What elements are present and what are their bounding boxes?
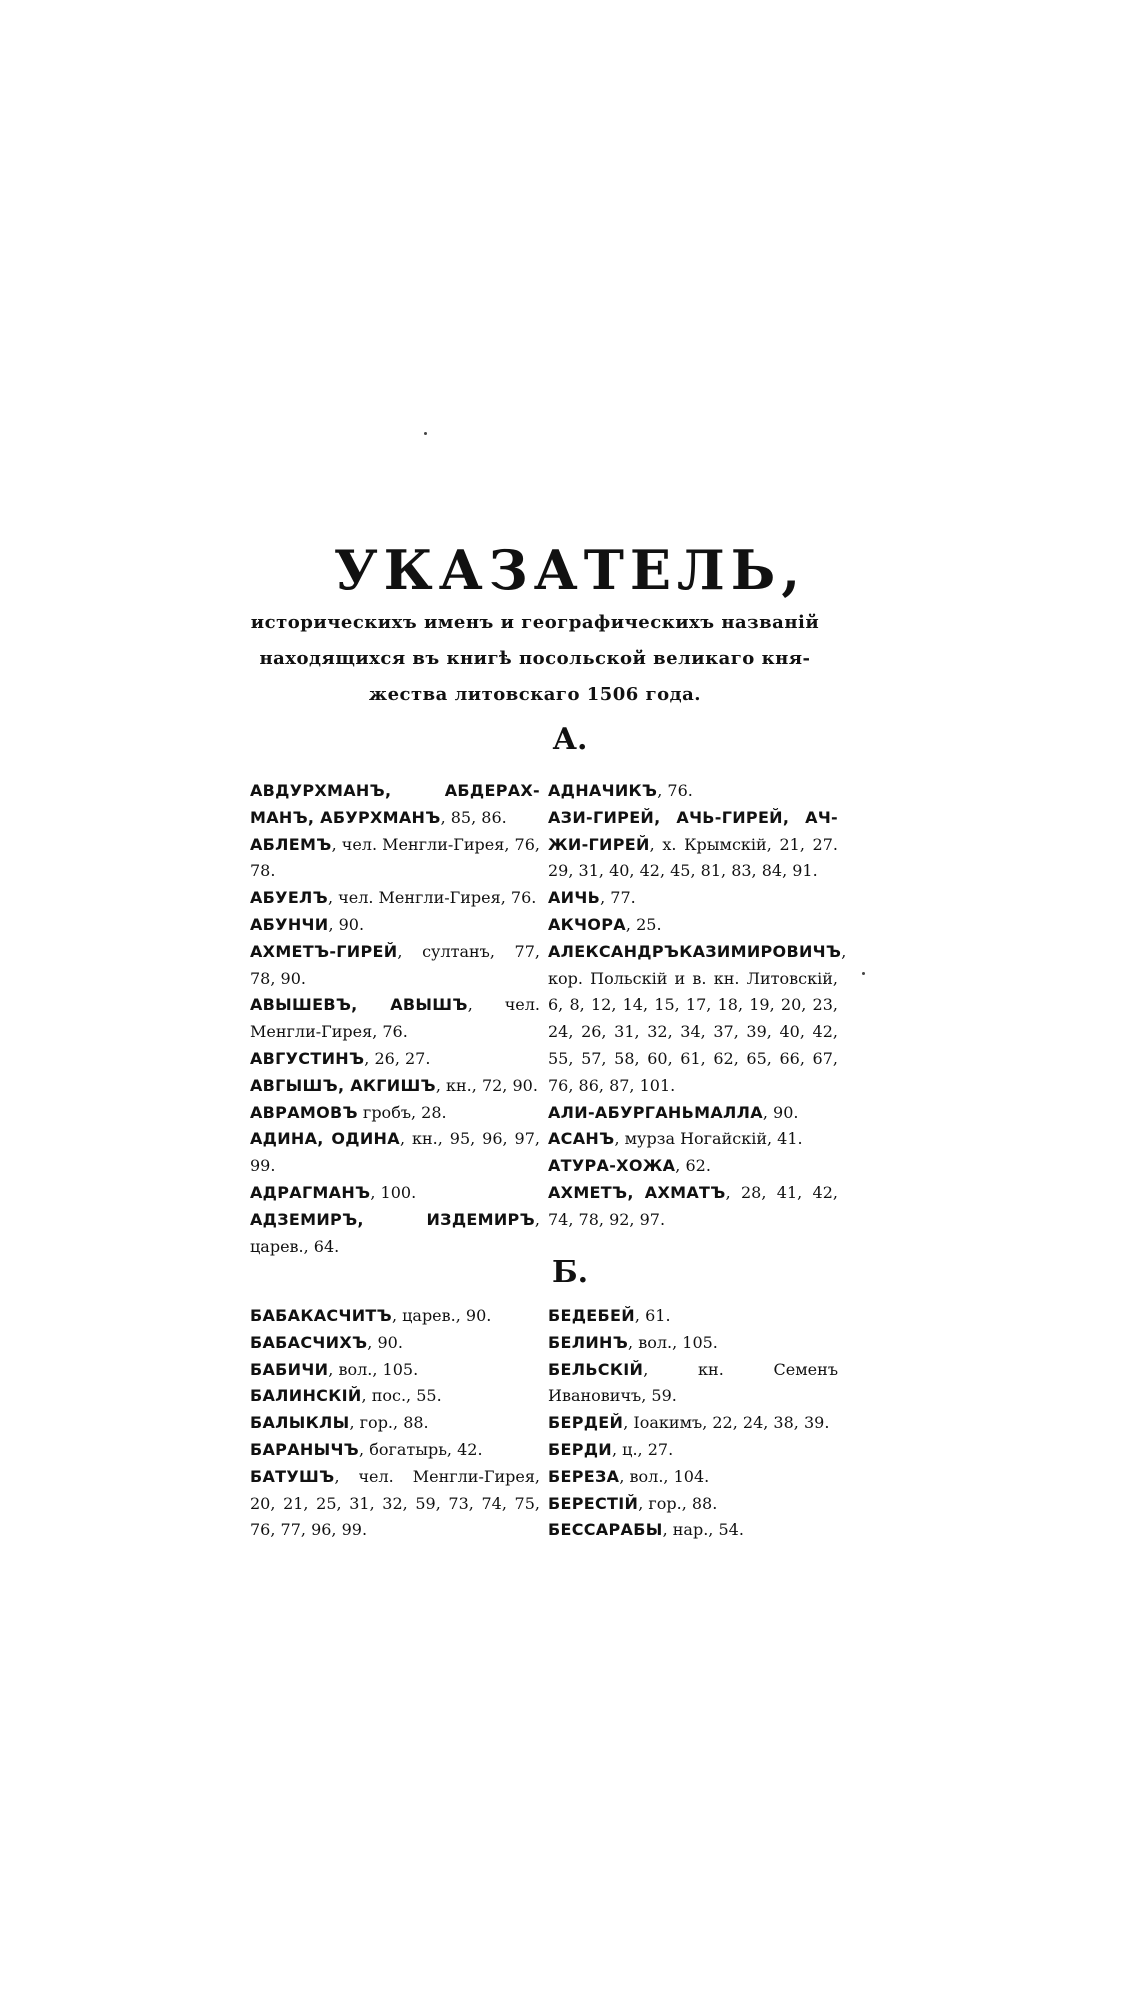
index-entry — [250, 992, 540, 1046]
entry-headword: БЕССАРАБЫ — [548, 1520, 663, 1540]
entry-headword: АВГУСТИНЪ — [250, 1048, 365, 1068]
entry-headword: АДЗЕМИРЪ, ИЗДЕМИРЪ — [250, 1209, 535, 1229]
index-entry — [548, 1491, 838, 1518]
index-column-left-b — [250, 1303, 540, 1544]
index-entry — [250, 1180, 540, 1207]
index-column-left-a — [250, 778, 540, 1260]
entry-details: , 25. — [625, 914, 662, 934]
entry-details: , ц., 27. — [612, 1439, 674, 1459]
entry-details: , кор. Польскій и в. кн. Литовскій, 6, 8, 12, 14, 15, 17, 18, 19, 20, 23, 24, 26, 31, 32, 34, 37, 39, 40, 42, 55, 57, 58, 60, 61, 62, 65, 66, 67, 76, 86, 87, 101. — [548, 941, 847, 1095]
entry-headword: БЕРДЕЙ — [548, 1413, 624, 1433]
index-entry — [548, 939, 847, 1100]
index-entry — [250, 912, 540, 939]
index-entry — [548, 805, 838, 885]
index-entry — [548, 778, 838, 805]
index-entry — [548, 1180, 838, 1234]
entry-headword: АВЫШЕВЪ, АВЫШЪ — [250, 995, 468, 1015]
index-entry — [250, 939, 540, 993]
entry-details: , нар., 54. — [662, 1520, 744, 1540]
index-entry — [548, 1464, 838, 1491]
entry-headword: АДНАЧИКЪ — [548, 781, 658, 800]
entry-details: , вол., 105. — [328, 1359, 419, 1379]
entry-headword: АДИНА, ОДИНА — [250, 1129, 400, 1149]
index-entry — [250, 1464, 540, 1544]
entry-details: , 77. — [600, 888, 636, 908]
entry-details: , 26, 27. — [364, 1048, 431, 1068]
index-entry — [548, 1100, 838, 1127]
entry-headword: БАТУШЪ — [250, 1466, 335, 1486]
index-entry — [548, 1437, 838, 1464]
entry-details: , кн., 72, 90. — [435, 1075, 538, 1095]
index-entry — [250, 1046, 540, 1073]
entry-details: , мурза Ногайскій, 41. — [614, 1129, 803, 1149]
page-speck — [424, 432, 427, 435]
subtitle-line: находящихся въ книгѣ посольской великаго кня- — [259, 648, 811, 669]
entry-details: , гор., 88. — [638, 1493, 718, 1513]
index-entry — [250, 1330, 540, 1357]
index-entry — [548, 1410, 838, 1437]
entry-details: , вол., 104. — [619, 1466, 710, 1486]
index-entry — [250, 1126, 540, 1180]
entry-details: , пос., 55. — [361, 1386, 442, 1406]
index-entry — [250, 1383, 540, 1410]
section-letter-a: А. — [552, 722, 588, 757]
entry-headword: АЛИ-АБУРГАНЬМАЛЛА — [548, 1102, 763, 1122]
entry-headword: АДРАГМАНЪ — [250, 1182, 371, 1202]
entry-details: , царев., 64. — [250, 1209, 540, 1256]
entry-headword: БЕРДИ — [548, 1439, 612, 1459]
index-entry — [250, 1303, 540, 1330]
index-entry — [548, 1517, 838, 1544]
entry-details: , богатырь, 42. — [359, 1439, 483, 1459]
entry-details: , вол., 105. — [628, 1332, 718, 1352]
entry-details: , чел. Менгли-Гирея, 76, 78. — [250, 834, 540, 881]
entry-headword: БЕЛЬСКІЙ — [548, 1359, 644, 1379]
index-entry — [250, 885, 540, 912]
entry-headword: БАБАСЧИХЪ — [250, 1332, 368, 1352]
entry-details: , кн. Семенъ Ивановичъ, 59. — [548, 1359, 838, 1406]
index-entry — [548, 885, 838, 912]
entry-headword: АХМЕТЪ-ГИРЕЙ — [250, 941, 398, 961]
page-speck — [862, 972, 865, 975]
subtitle-line: жества литовскаго 1506 года. — [368, 684, 702, 705]
entry-headword: АТУРА-ХОЖА — [548, 1156, 676, 1176]
entry-headword: БАБАКАСЧИТЪ — [250, 1306, 392, 1325]
index-column-right-a — [548, 778, 847, 1234]
entry-headword: АБУЕЛЪ — [250, 888, 328, 908]
entry-headword: АВДУРХМАНЪ, АБДЕРАХ-МАНЪ, АБУРХМАНЪ — [250, 781, 540, 827]
entry-headword: АЛЕКСАНДРЪКАЗИМИРОВИЧЪ — [548, 941, 842, 961]
entry-details: , кн., 95, 96, 97, 99. — [250, 1129, 541, 1176]
entry-headword: АХМЕТЪ, АХМАТЪ — [548, 1182, 726, 1202]
entry-details: , султанъ, 77, 78, 90. — [250, 941, 540, 988]
entry-details: , 61. — [634, 1306, 671, 1325]
entry-headword: АБЛЕМЪ — [250, 834, 332, 854]
entry-details: , 62. — [675, 1156, 711, 1176]
index-entry — [548, 1153, 838, 1180]
entry-details: , чел. Менгли-Гирея, 20, 21, 25, 31, 32, 59, 73, 74, 75, 76, 77, 96, 99. — [250, 1466, 540, 1540]
entry-headword: БАБИЧИ — [250, 1359, 329, 1379]
entry-headword: БЕДЕБЕЙ — [548, 1306, 635, 1325]
index-entry — [250, 1410, 540, 1437]
subtitle-line: историческихъ именъ и географическихъ названій — [250, 612, 820, 633]
index-entry — [548, 912, 838, 939]
index-entry — [250, 1100, 540, 1127]
entry-headword: АБУНЧИ — [250, 914, 329, 934]
index-entry — [250, 832, 540, 886]
entry-headword: БАРАНЫЧЪ — [250, 1439, 360, 1459]
entry-details: , царев., 90. — [391, 1306, 492, 1325]
entry-headword: БЕЛИНЪ — [548, 1332, 629, 1352]
entry-headword: БАЛИНСКІЙ — [250, 1386, 362, 1406]
entry-details: , гор., 88. — [349, 1413, 429, 1433]
entry-headword: БЕРЕЗА — [548, 1466, 620, 1486]
index-entry — [250, 1437, 540, 1464]
entry-headword: АЗИ-ГИРЕЙ, АЧЬ-ГИРЕЙ, АЧ-ЖИ-ГИРЕЙ — [548, 807, 838, 854]
section-letter-b: Б. — [551, 1255, 589, 1290]
entry-details: , 90. — [762, 1102, 799, 1122]
entry-headword: АСАНЪ — [548, 1129, 615, 1149]
entry-headword: АКЧОРА — [548, 914, 626, 934]
entry-details: , чел. Менгли-Гирея, 76. — [250, 995, 540, 1042]
page-title: УКАЗАТЕЛЬ, — [333, 538, 807, 602]
entry-headword: АИЧЬ — [548, 888, 601, 908]
entry-details: , х. Крымскій, 21, 27. 29, 31, 40, 42, 45, 81, 83, 84, 91. — [548, 834, 838, 881]
index-entry — [250, 1207, 540, 1261]
entry-headword: БЕРЕСТІЙ — [548, 1493, 639, 1513]
index-entry — [548, 1303, 838, 1330]
entry-details: , 28, 41, 42, 74, 78, 92, 97. — [548, 1182, 838, 1229]
index-entry — [548, 1126, 838, 1153]
page-subtitle — [240, 605, 830, 713]
entry-details: , 90. — [328, 914, 365, 934]
index-column-right-b — [548, 1303, 838, 1544]
index-entry — [250, 1073, 540, 1100]
entry-details: гробъ, 28. — [357, 1102, 447, 1122]
entry-headword: БАЛЫКЛЫ — [250, 1413, 350, 1433]
entry-details: , Іоакимъ, 22, 24, 38, 39. — [623, 1413, 830, 1433]
entry-details: , 76. — [657, 781, 693, 800]
entry-details: , 85, 86. — [440, 807, 507, 827]
entry-details: , 90. — [367, 1332, 403, 1352]
index-entry — [250, 1357, 540, 1384]
entry-details: , 100. — [370, 1182, 417, 1202]
entry-details: , чел. Менгли-Гирея, 76. — [327, 888, 537, 908]
entry-headword: АВРАМОВЪ — [250, 1102, 358, 1122]
index-entry — [548, 1357, 838, 1411]
entry-headword: АВГЫШЪ, АКГИШЪ — [250, 1075, 436, 1095]
index-entry — [250, 778, 540, 832]
index-entry — [548, 1330, 838, 1357]
